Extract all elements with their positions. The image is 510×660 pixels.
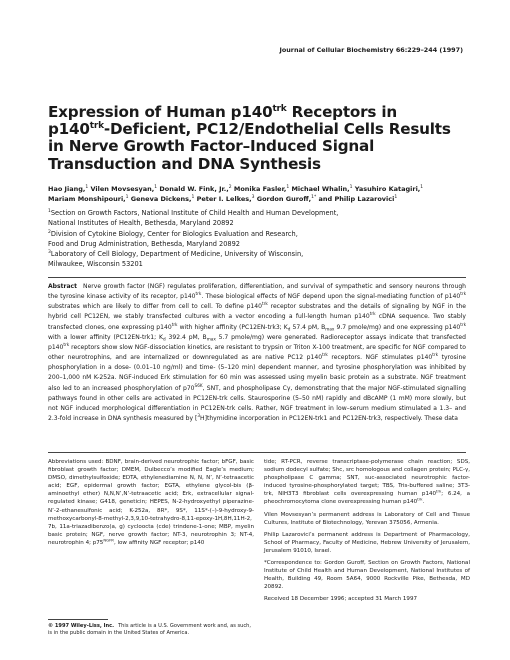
public-domain-note: This article is a U.S. Government work and, as such, is in the public domain in the United States of America. [48,623,252,637]
affiliation-list [48,208,468,270]
author-list [48,184,468,204]
affiliation-line: Food and Drug Administration, Bethesda, Maryland 20892 [48,239,241,248]
received-date: Received 18 December 1996; accepted 31 March 1997 [264,596,418,603]
abstract: Abstract Nerve growth factor (NGF) regulates proliferation, differentiation, and survival of sympathetic and sensory neurons through the tyrosine kinase activity of its receptor, $p140^{trk}$. These biological effects of NGF depend upon the signal-mediating function of $p140^{trk}$ substrates which are likely to differ from cell to cell. To define $p140^{trk}$ receptor substrates and the details of signaling by NGF in the hybrid cell PC12EN, we stably transfected cultures with a vector encoding a full-length human $p140^{trk}$ cDNA sequence. Two stably transfected clones, one expressing $p140^{trk}$ with higher affinity (PC12EN-trk3; $K_d$ 57.4 pM, $B_{max}$ 9.7 pmole/mg) and one expressing $p140^{trk}$ with a lower affinity (PC12EN-trk1; $K_d$ 392.4 pM, $B_{max}$ 5.7 pmole/mg) were generated. Radioreceptor assays indicate that transfected $p140^{trk}$ receptors show slow NGF-dissociation kinetics, are resistant to trypsin or Triton X-100 treatment, are specific for NGF compared to other neurotrophins, and are internalized or downregulated as are native PC12 $p140^{trk}$ receptors. NGF stimulates $p140^{trk}$ tyrosine phosphorylation in a dose- (0.01–10 ng/ml) and time- (5–120 min) dependent manner, and tyrosine phosphorylation was inhibited by 200–1,000 nM K-252a. NGF-induced Erk stimulation for 60 min was assessed using myelin basic protein as a substrate. NGF treatment also led to an increased phosphorylation of $p70^{S6K}$, SNT, and phospholipase Cγ, demonstrating that the major NGF-stimulated signalling pathways found in other cells are activated in PC12EN-trk cells. Staurosporine (5–50 nM) rapidly and dBcAMP (1 mM) more slowly, but not NGF induced morphological differentiation in PC12EN-trk cells. Rather, NGF treatment in low–serum medium stimulated a 1.3– and 2.3-fold increase in DNA synthesis measured by [$^3$H]thymidine incorporation in PC12EN-trk1 and PC12EN-trk3, respectively. These data [48,283,466,423]
footer-rule [48,619,108,620]
affiliation-line: $^1$Section on Growth Factors, National Institute of Child Health and Human Development, [48,209,339,217]
abstract-bottom-rule [48,452,466,453]
copyright-footer [48,623,254,637]
article-title: Expression of Human $p140^{trk}$ Receptors in $p140^{trk}$-Deficient, PC12/Endothelial Cells Results in Nerve Growth Factor–Induced Signal Transduction and DNA Synthesis [48,103,451,173]
abbreviations-column [48,458,254,551]
author-note-lazarovici: Philip Lazarovici’s permanent address is Department of Pharmacology, School of Pharmacy, Faculty of Medicine, Hebrew University of Jerusalem, Jerusalem 91010, Israel. [264,531,470,554]
abbreviations-text: Abbreviations used: BDNF, brain-derived neurotrophic factor; bFGF, basic fibroblast growth factor; DMEM, Dulbecco’s modified Eagle’s medium; DMSO, dimethylsulfoxide; EDTA, ethylenediamine N, N, N’, N’-tetraacetic acid; EGF, epidermal growth factor; EGTA, ethylene glycol-bis (β-aminoethyl ether) N,N,N’,N’-tetraacetic acid; Erk, extracellular signal-regulated kinase; G418, geneticin; HEPES, N-2-hydroxyethyl piperazine-N’-2-ethanesulfonic acid; K-252a, 8R*, 9S*, 11S*-(–)-9-hydroxy-9-methoxycarbonyl-8-methyl-2,3,9,10-tetrahydro-8,11-epoxy-1H,8H,11H-2, 7b, 11a-triazadibenzo(a, g) cycloocta (cde) trindene-1-one; MBP, myelin basic protein; NGF, nerve growth factor; NT-3, neurotrophin 3; NT-4, neurotrophin 4; $p75^{NGFR}$, low affinity NGF receptor; p140 [48,459,254,546]
correspondence-note: *Correspondence to: Gordon Guroff, Section on Growth Factors, National Institute of Child Health and Human Development, National Institutes of Health, Building 49, Room 5A64, 9000 Rockville Pike, Bethesda, MD 20892. [264,560,470,591]
author-line-1: Hao Jiang,$^1$ Vilen Movsesyan,$^1$ Donald W. Fink, Jr.,$^2$ Monika Fasler,$^1$ Michael Whalin,$^1$ Yasuhiro Katagiri,$^1$ [48,185,424,193]
author-line-2: Mariam Monshipouri,$^1$ Geneva Dickens,$^1$ Peter I. Lelkes,$^3$ Gordon Guroff,$^{1*}$ and Philip Lazarovici$^1$ [48,195,398,203]
abstract-top-rule [48,277,466,278]
affiliation-line: $^2$Division of Cytokine Biology, Center for Biologics Evaluation and Research, [48,229,298,238]
journal-reference: Journal of Cellular Biochemistry 66:229–244 (1997) [279,46,463,54]
abbreviations-continued: tide; RT-PCR, reverse transcriptase-polymerase chain reaction; SDS, sodium dodecyl sulfate; Shc, src homologous and collagen protein; PLC-γ, phospholipase C gamma; SNT, suc-associated neurotrophic factor-induced tyrosine-phosphorylated target; TBS, Tris-buffered saline; 3T3-trk, NIH3T3 fibroblast cells overexpressing human $p140^{trk}$; 6.24, a pheochromocytoma clone overexpressing human $p140^{trk}$. [264,459,470,506]
notes-column [264,458,470,608]
copyright: © 1997 Wiley-Liss, Inc. [48,623,115,629]
affiliation-line: Milwaukee, Wisconsin 53201 [48,260,143,269]
author-note-movsesyan: Vilen Movsesyan’s permanent address is Laboratory of Cell and Tissue Cultures, Institute of Biotechnology, Yerevan 375056, Armenia. [264,511,470,526]
affiliation-line: National Institutes of Health, Bethesda, Maryland 20892 [48,219,234,228]
abstract-label: Abstract [48,283,78,290]
affiliation-line: $^3$Laboratory of Cell Biology, Department of Medicine, University of Wisconsin, [48,250,304,259]
